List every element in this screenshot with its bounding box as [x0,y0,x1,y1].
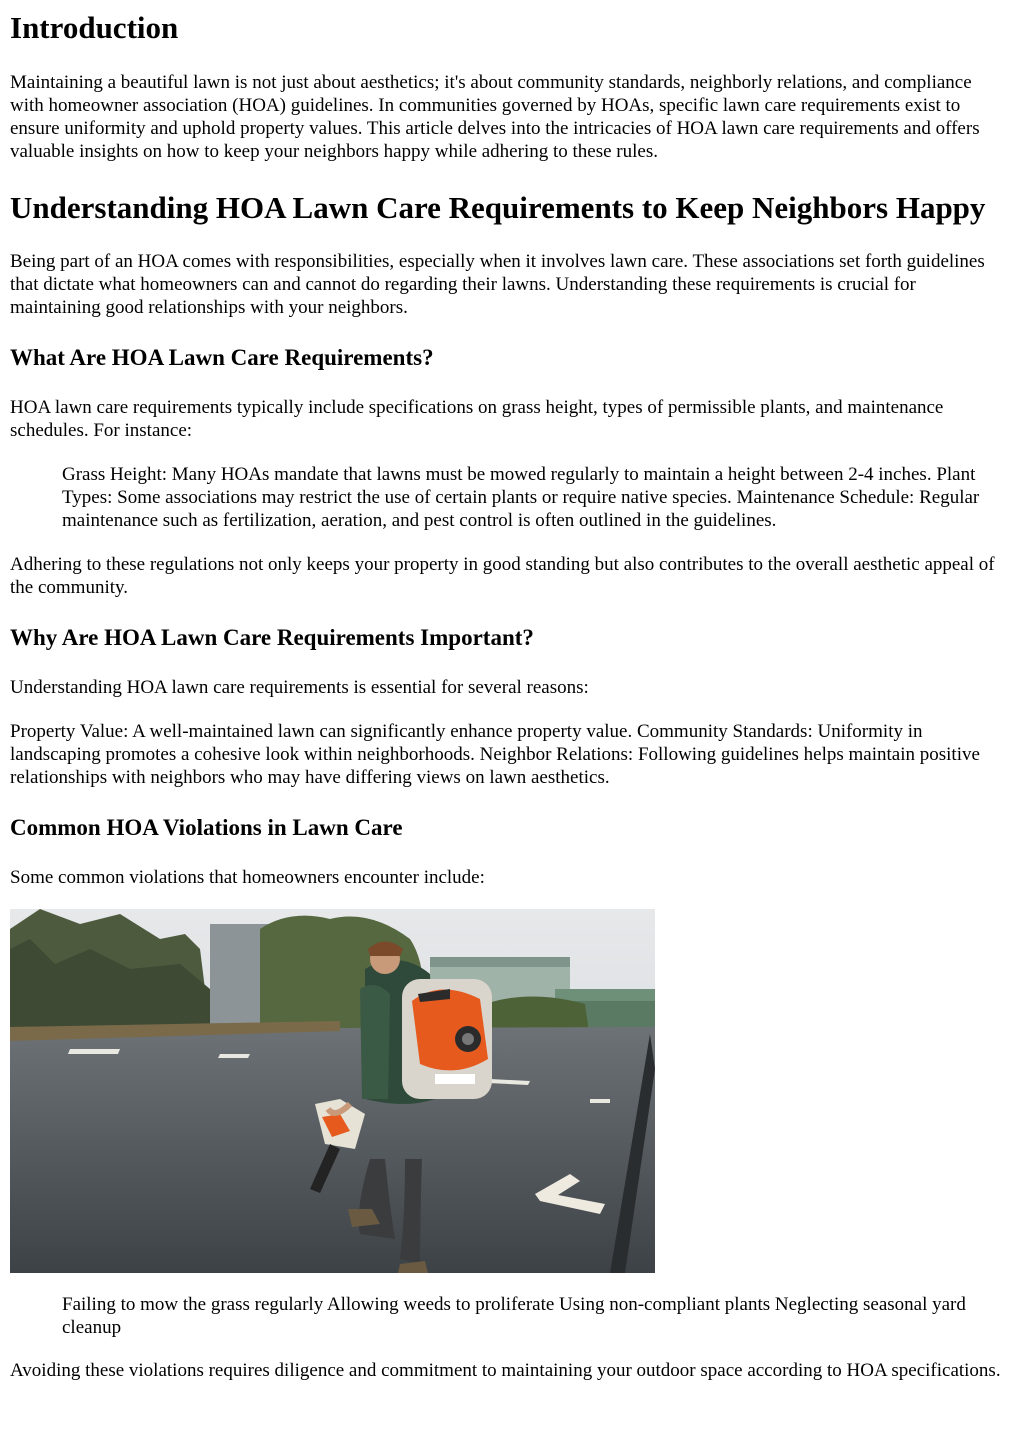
intro-paragraph: Maintaining a beautiful lawn is not just about aesthetics; it's about community standards, neighborly relations, and compliance with homeowner association (HOA) guidelines. In communities governed by HOAs, specific lawn care requirements exist to ensure uniformity and uphold property values. This article delves into the intricacies of HOA lawn care requirements and offers valuable insights on how to keep your neighbors happy while adhering to these rules. [10,72,980,162]
why-intro: Understanding HOA lawn care requirements is essential for several reasons: [10,677,589,698]
violations-closing: Avoiding these violations requires diligence and commitment to maintaining your outdoor space according to HOA specifications. [10,1360,1001,1381]
leaf-blower-photo [10,909,655,1273]
why-list: Property Value: A well-maintained lawn can significantly enhance property value. Community Standards: Uniformity in landscaping promotes a cohesive look within neighborhoods. Neighbor Relations: Following guidelines helps maintain positive relationships with neighbors who may have differing views on lawn aesthetics. [10,721,980,788]
violations-intro: Some common violations that homeowners encounter include: [10,867,485,888]
what-heading: What Are HOA Lawn Care Requirements? [10,345,434,370]
what-paragraph: HOA lawn care requirements typically include specifications on grass height, types of permissible plants, and maintenance schedules. For instance: [10,397,944,441]
why-heading: Why Are HOA Lawn Care Requirements Important? [10,625,534,650]
what-list: Grass Height: Many HOAs mandate that lawns must be mowed regularly to maintain a height between 2-4 inches. Plant Types: Some associations may restrict the use of certain plants or require native species. Maintenance Schedule: Regular maintenance such as fertilization, aeration, and pest control is often outlined in the guidelines. [62,464,980,531]
intro-heading: Introduction [10,10,179,45]
main-heading: Understanding HOA Lawn Care Requirements to Keep Neighbors Happy [10,190,986,225]
what-closing: Adhering to these regulations not only keeps your property in good standing but also contributes to the overall aesthetic appeal of the community. [10,554,995,598]
violations-list: Failing to mow the grass regularly Allowing weeds to proliferate Using non-compliant plants Neglecting seasonal yard cleanup [62,1294,966,1338]
violations-heading: Common HOA Violations in Lawn Care [10,815,403,840]
main-paragraph: Being part of an HOA comes with responsibilities, especially when it involves lawn care. These associations set forth guidelines that dictate what homeowners can and cannot do regarding their lawns. Understanding these requirements is crucial for maintaining good relationships with your neighbors. [10,251,985,318]
